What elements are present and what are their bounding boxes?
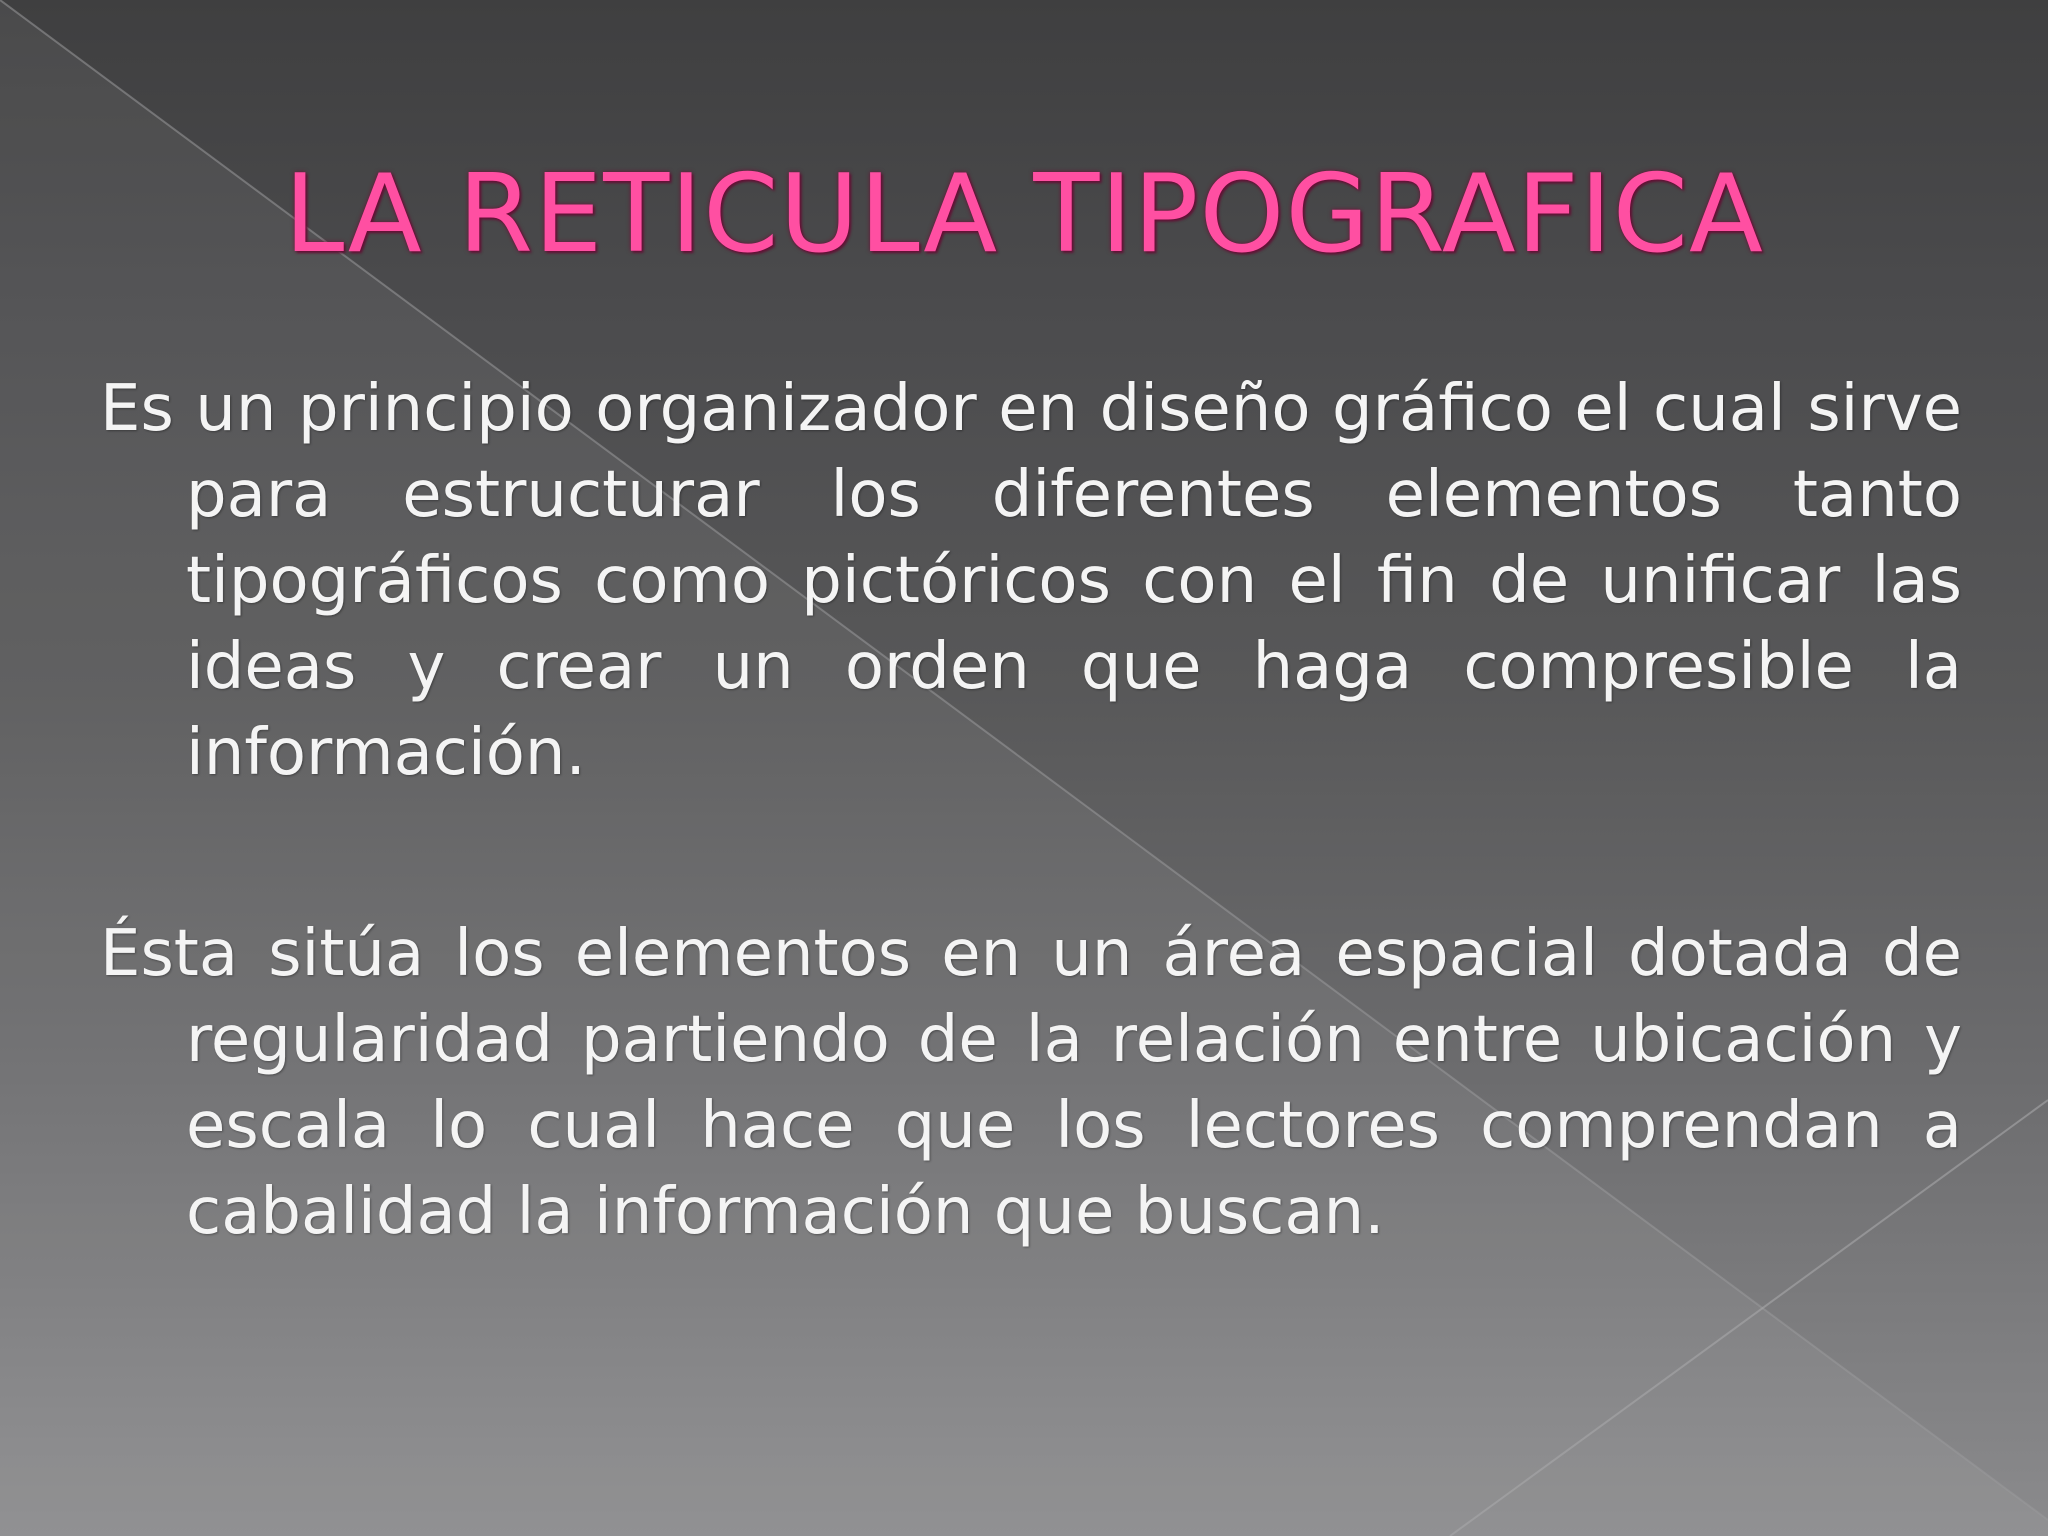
slide-title: LA RETICULA TIPOGRAFICA bbox=[284, 152, 1764, 277]
body-paragraph-1: Es un principio organizador en diseño gráfico el cual sirve para estructurar los diferentes elementos tanto tipográficos como pictóricos con el fin de unificar las ideas y crear un orden que haga compresible la información. bbox=[100, 372, 1962, 790]
body-paragraph-2: Ésta sitúa los elementos en un área espacial dotada de regularidad partiendo de la relación entre ubicación y escala lo cual hace que los lectores comprendan a cabalidad la información que buscan. bbox=[100, 917, 1962, 1249]
